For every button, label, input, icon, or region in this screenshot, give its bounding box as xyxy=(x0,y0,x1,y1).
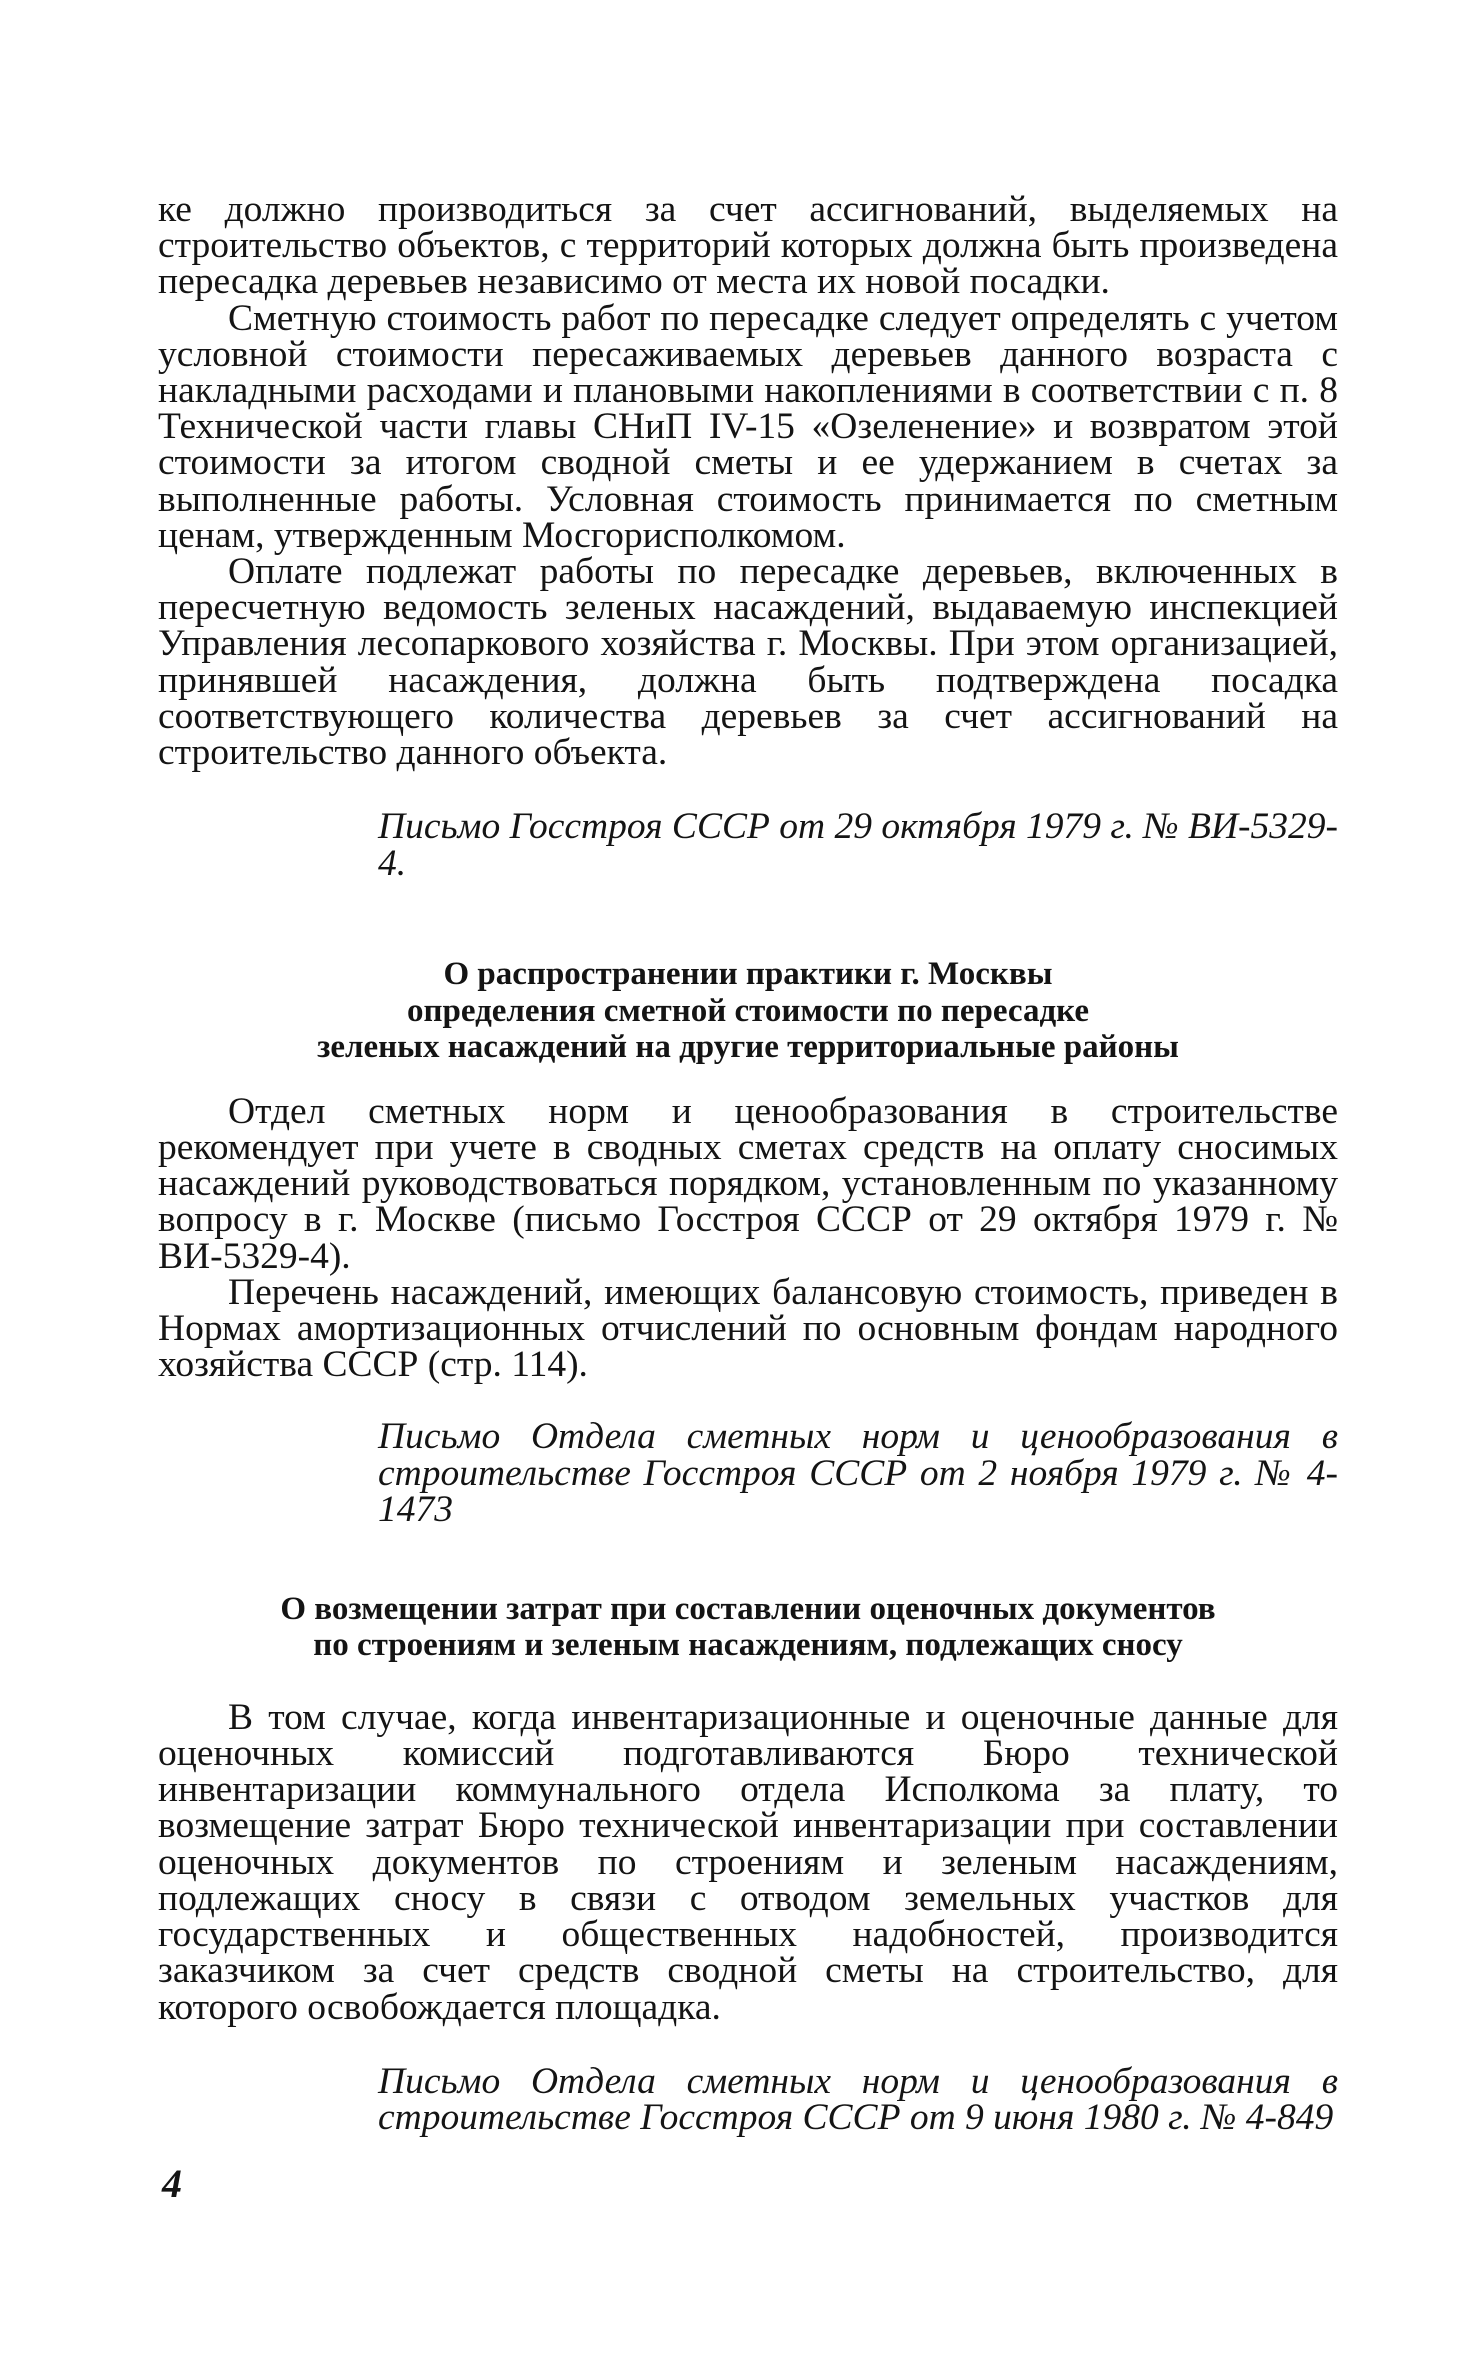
source-reference-3: Письмо Отдела сметных норм и ценообразования в строительстве Госстроя СССР от 9 июня 1980 г. № 4-849 xyxy=(378,2060,1338,2139)
document-page xyxy=(158,189,1338,2139)
heading-line: О возмещении затрат при составлении оценочных документов xyxy=(280,1590,1216,1627)
paragraph-continuation: ке должно производиться за счет ассигнований, выделяемых на строительство объектов, с территорий которых должна быть произведена пересадка деревьев независимо от места их новой посадки. xyxy=(158,189,1338,303)
paragraph-recommendation: Отдел сметных норм и ценообразования в строительстве рекомендует при учете в сводных сметах средств на оплату сносимых насаждений руководствоваться порядком, установленным по указанному вопросу в г. Москве (письмо Госстроя СССР от 29 октября 1979 г. № ВИ-5329-4). xyxy=(158,1090,1338,1277)
source-reference-2: Письмо Отдела сметных норм и ценообразования в строительстве Госстроя СССР от 2 ноября 1979 г. № 4-1473 xyxy=(378,1416,1338,1531)
heading-line: определения сметной стоимости по пересадке xyxy=(407,992,1089,1029)
heading-line: зеленых насаждений на другие территориальные районы xyxy=(317,1029,1179,1066)
heading-line: по строениям и зеленым насаждениям, подлежащих сносу xyxy=(313,1627,1183,1664)
paragraph-payment: Оплате подлежат работы по пересадке деревьев, включенных в пересчетную ведомость зеленых насаждений, выдаваемую инспекцией Управления лесопаркового хозяйства г. Москвы. При этом организацией, принявшей насаждения, должна быть подтверждена посадка соответствующего количества деревьев за счет ассигнований на строительство данного объекта. xyxy=(158,551,1338,774)
paragraph-cost-estimate: Сметную стоимость работ по пересадке следует определять с учетом условной стоимости пересаживаемых деревьев данного возраста с накладными расходами и плановыми накоплениями в соответствии с п. 8 Технической части главы СНиП IV-15 «Озеленение» и возвратом этой стоимости за итогом сводной сметы и ее удержанием в счетах за выполненные работы. Условная стоимость принимается по сметным ценам, утвержденным Мосгорисполкомом. xyxy=(158,297,1338,556)
page-number: 4 xyxy=(162,2161,182,2206)
source-reference-1: Письмо Госстроя СССР от 29 октября 1979 г. № ВИ-5329-4. xyxy=(378,806,1338,884)
paragraph-compensation: В том случае, когда инвентаризационные и оценочные данные для оценочных комиссий подготавливаются Бюро технической инвентаризации коммунального отдела Исполкома за плату, то возмещение затрат Бюро технической инвентаризации при составлении оценочных документов по строениям и зеленым насаждениям, подлежащих сносу в связи с отводом земельных участков для государственных и общественных надобностей, производится заказчиком за счет средств сводной сметы на строительство, для которого освобождается площадка. xyxy=(158,1696,1338,2028)
section-heading-2 xyxy=(158,956,1338,1066)
heading-line: О распространении практики г. Москвы xyxy=(443,956,1053,993)
section-heading-3 xyxy=(158,1591,1338,1664)
paragraph-plantings-list: Перечень насаждений, имеющих балансовую стоимость, приведен в Нормах амортизационных отчислений по основным фондам народного хозяйства СССР (стр. 114). xyxy=(158,1271,1338,1386)
